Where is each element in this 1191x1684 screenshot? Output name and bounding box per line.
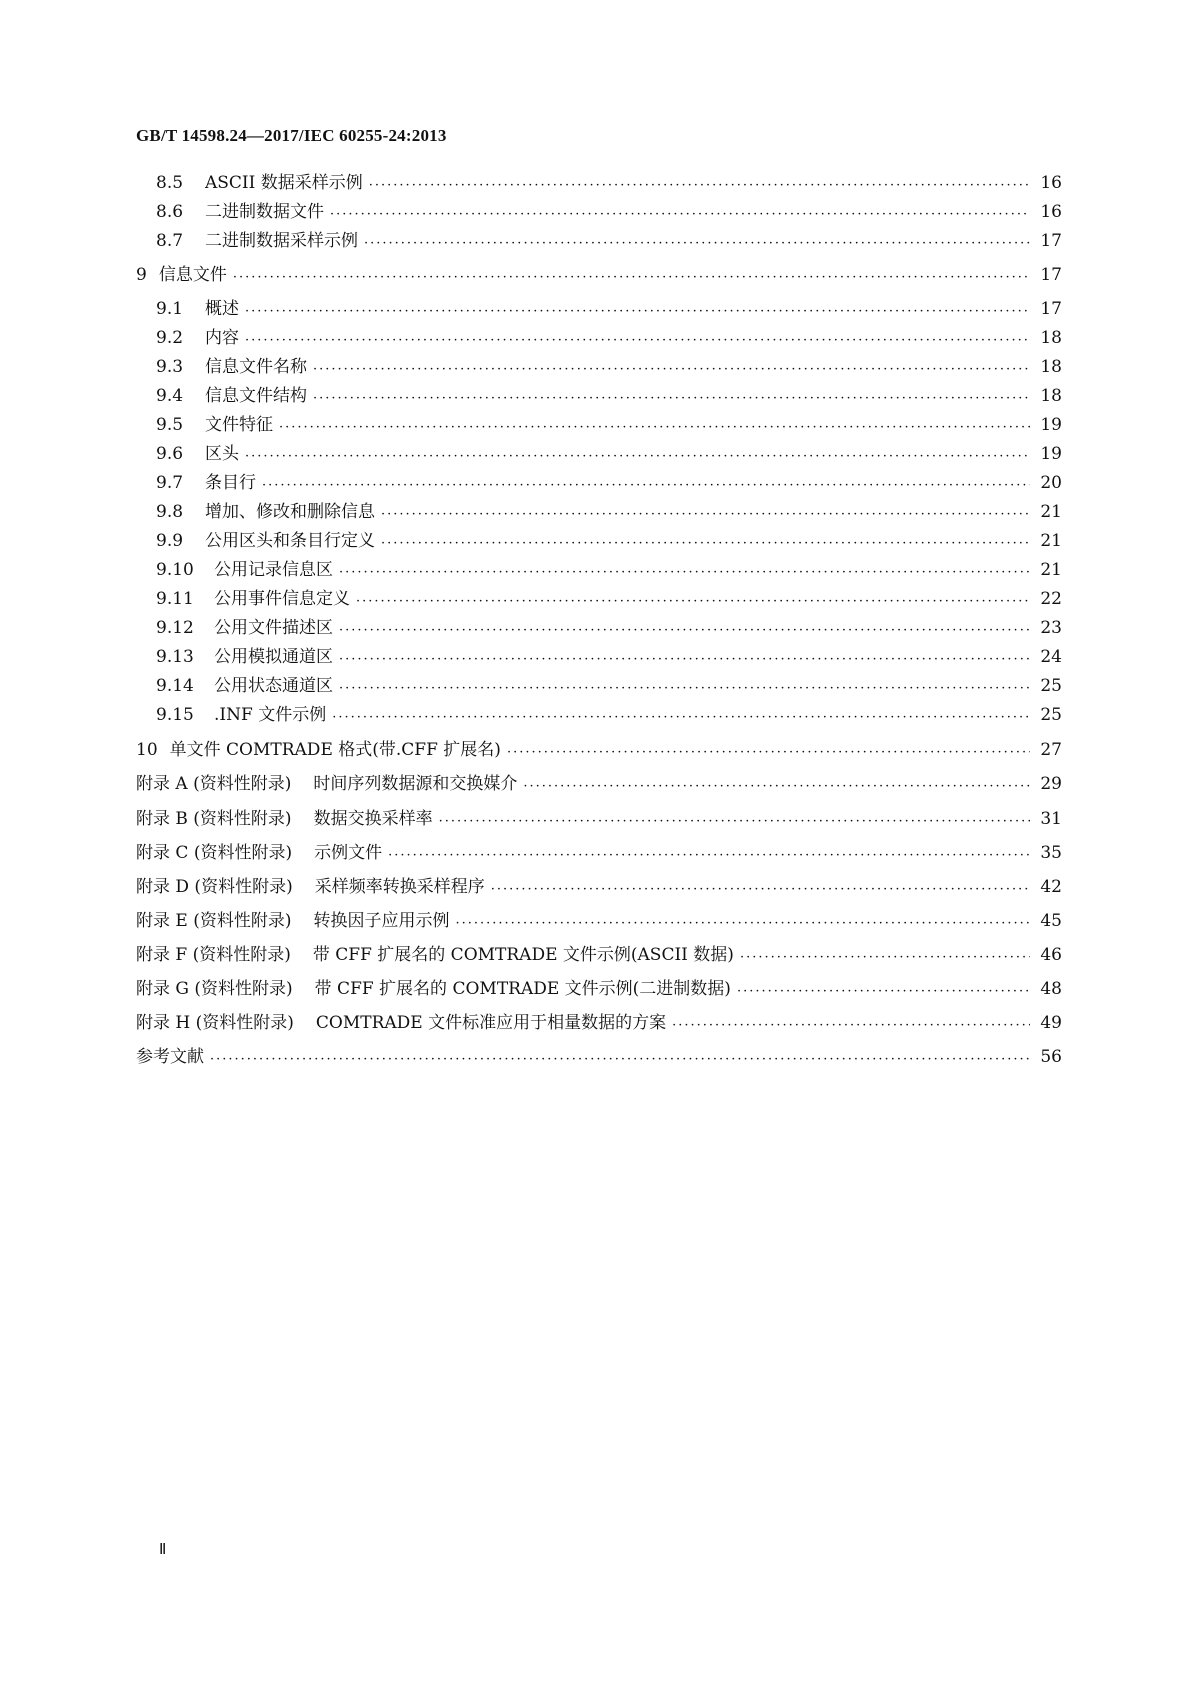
leader-dots	[313, 362, 1030, 378]
toc-number: 9.2	[156, 328, 184, 348]
toc-title: COMTRADE 文件标准应用于相量数据的方案	[315, 1013, 667, 1033]
toc-title: ASCII 数据采样示例	[205, 173, 363, 193]
leader-dots	[381, 536, 1030, 552]
toc-entry-appendix-c[interactable]	[136, 840, 1062, 864]
toc-entry-appendix-g[interactable]	[136, 976, 1062, 1000]
toc-title: 区头	[205, 444, 239, 464]
toc-entry-appendix-f[interactable]	[136, 942, 1062, 966]
toc-page: 16	[1040, 173, 1062, 193]
leader-dots	[245, 449, 1030, 465]
leader-dots	[364, 236, 1030, 252]
leader-dots	[381, 507, 1030, 523]
toc-title: 公用区头和条目行定义	[205, 531, 375, 551]
toc-entry-appendix-b[interactable]	[136, 806, 1062, 830]
toc-number: 9.14	[156, 676, 194, 696]
toc-page: 35	[1040, 843, 1062, 863]
page-number: Ⅱ	[159, 1542, 167, 1558]
toc-number: 9.13	[156, 647, 194, 667]
toc-number: 9.10	[156, 560, 194, 580]
toc-title: 信息文件结构	[205, 386, 307, 406]
leader-dots	[245, 333, 1030, 349]
toc-page: 18	[1040, 386, 1062, 406]
toc-page: 25	[1040, 676, 1062, 696]
toc-page: 17	[1040, 299, 1062, 319]
leader-dots	[672, 1018, 1030, 1034]
toc-page: 27	[1040, 740, 1062, 760]
toc-title: 参考文献	[136, 1047, 204, 1067]
toc-title: 二进制数据文件	[205, 202, 324, 222]
toc-entry-10[interactable]	[136, 737, 1062, 761]
leader-dots	[339, 681, 1030, 697]
toc-number: 9	[136, 265, 147, 285]
leader-dots	[339, 565, 1030, 581]
leader-dots	[210, 1052, 1030, 1068]
toc-title: 文件特征	[205, 415, 273, 435]
leader-dots	[356, 594, 1030, 610]
toc-title: 信息文件名称	[205, 357, 307, 377]
leader-dots	[262, 478, 1030, 494]
toc-title: 公用记录信息区	[214, 560, 333, 580]
toc-entry-9-2[interactable]	[156, 325, 1062, 349]
document-header: GB/T 14598.24—2017/IEC 60255-24:2013	[136, 126, 447, 145]
toc-page: 31	[1040, 809, 1062, 829]
toc-title: 信息文件	[158, 265, 227, 285]
toc-page: 56	[1040, 1047, 1062, 1067]
toc-page: 18	[1040, 357, 1062, 377]
toc-appendix-label: 附录 G (资料性附录)	[136, 979, 293, 999]
toc-number: 10	[136, 740, 158, 760]
toc-appendix-label: 附录 E (资料性附录)	[136, 911, 292, 931]
toc-number: 9.15	[156, 705, 194, 725]
leader-dots	[279, 420, 1030, 436]
toc-number: 9.5	[156, 415, 184, 435]
leader-dots	[491, 882, 1030, 898]
toc-title: 公用状态通道区	[214, 676, 333, 696]
toc-appendix-label: 附录 D (资料性附录)	[136, 877, 293, 897]
toc-entry-references[interactable]	[136, 1044, 1062, 1068]
toc-entry-9-8[interactable]	[156, 499, 1062, 523]
toc-entry-9-1[interactable]	[156, 296, 1062, 320]
toc-number: 9.12	[156, 618, 194, 638]
toc-title: 公用文件描述区	[214, 618, 333, 638]
toc-number: 9.6	[156, 444, 184, 464]
toc-title: 内容	[205, 328, 239, 348]
leader-dots	[455, 916, 1030, 932]
leader-dots	[740, 950, 1030, 966]
toc-entry-9[interactable]	[136, 262, 1062, 286]
toc-number: 8.5	[156, 173, 184, 193]
toc-entry-8-5[interactable]	[156, 170, 1062, 194]
leader-dots	[523, 779, 1030, 795]
leader-dots	[313, 391, 1030, 407]
toc-appendix-label: 附录 A (资料性附录)	[136, 774, 292, 794]
toc-number: 9.8	[156, 502, 184, 522]
toc-number: 8.7	[156, 231, 184, 251]
toc-number: 9.9	[156, 531, 184, 551]
toc-number: 9.11	[156, 589, 194, 609]
toc-page: 42	[1040, 877, 1062, 897]
toc-entry-8-7[interactable]	[156, 228, 1062, 252]
leader-dots	[330, 207, 1030, 223]
toc-page: 24	[1040, 647, 1062, 667]
toc-title: 公用事件信息定义	[214, 589, 350, 609]
toc-page: 25	[1040, 705, 1062, 725]
toc-title: 单文件 COMTRADE 格式(带.CFF 扩展名)	[169, 740, 501, 760]
toc-title: .INF 文件示例	[214, 705, 327, 725]
toc-entry-appendix-e[interactable]	[136, 908, 1062, 932]
toc-entry-9-3[interactable]	[156, 354, 1062, 378]
toc-page: 22	[1040, 589, 1062, 609]
toc-entry-8-6[interactable]	[156, 199, 1062, 223]
toc-title: 带 CFF 扩展名的 COMTRADE 文件示例(ASCII 数据)	[312, 945, 734, 965]
toc-page: 16	[1040, 202, 1062, 222]
leader-dots	[339, 623, 1030, 639]
toc-appendix-label: 附录 C (资料性附录)	[136, 843, 293, 863]
toc-page: 20	[1040, 473, 1062, 493]
toc-entry-9-5[interactable]	[156, 412, 1062, 436]
toc-number: 9.1	[156, 299, 184, 319]
toc-entry-9-15[interactable]	[156, 702, 1062, 726]
toc-title: 采样频率转换采样程序	[314, 877, 485, 897]
toc-entry-appendix-h[interactable]	[136, 1010, 1062, 1034]
toc-entry-9-12[interactable]	[156, 615, 1062, 639]
toc-number: 9.3	[156, 357, 184, 377]
toc-title: 时间序列数据源和交换媒介	[313, 774, 518, 794]
leader-dots	[388, 848, 1030, 864]
toc-title: 条目行	[205, 473, 256, 493]
toc-entry-9-14[interactable]	[156, 673, 1062, 697]
toc-entry-9-10[interactable]	[156, 557, 1062, 581]
toc-page: 17	[1040, 231, 1062, 251]
toc-page: 19	[1040, 415, 1062, 435]
toc-entry-9-13[interactable]	[156, 644, 1062, 668]
leader-dots	[439, 814, 1030, 830]
toc-entry-9-11[interactable]	[156, 586, 1062, 610]
toc-page: 19	[1040, 444, 1062, 464]
toc-title: 示例文件	[314, 843, 383, 863]
leader-dots	[507, 745, 1030, 761]
toc-page: 48	[1040, 979, 1062, 999]
toc-page: 18	[1040, 328, 1062, 348]
toc-page: 45	[1040, 911, 1062, 931]
toc-title: 数据交换采样率	[313, 809, 433, 829]
toc-entry-9-4[interactable]	[156, 383, 1062, 407]
toc-title: 二进制数据采样示例	[205, 231, 358, 251]
toc-number: 9.7	[156, 473, 184, 493]
toc-page: 29	[1040, 774, 1062, 794]
toc-title: 公用模拟通道区	[214, 647, 333, 667]
toc-title: 带 CFF 扩展名的 COMTRADE 文件示例(二进制数据)	[314, 979, 731, 999]
toc-page: 21	[1040, 502, 1062, 522]
leader-dots	[339, 652, 1030, 668]
toc-appendix-label: 附录 F (资料性附录)	[136, 945, 291, 965]
toc-number: 9.4	[156, 386, 184, 406]
toc-title: 概述	[205, 299, 239, 319]
toc-entry-9-6[interactable]	[156, 441, 1062, 465]
toc-appendix-label: 附录 B (资料性附录)	[136, 809, 292, 829]
toc-entry-9-7[interactable]	[156, 470, 1062, 494]
toc-appendix-label: 附录 H (资料性附录)	[136, 1013, 294, 1033]
leader-dots	[233, 270, 1030, 286]
leader-dots	[737, 984, 1030, 1000]
toc-page: 21	[1040, 531, 1062, 551]
leader-dots	[332, 710, 1030, 726]
leader-dots	[245, 304, 1030, 320]
leader-dots	[369, 178, 1030, 194]
toc-title: 转换因子应用示例	[313, 911, 450, 931]
toc-title: 增加、修改和删除信息	[205, 502, 375, 522]
toc-entry-9-9[interactable]	[156, 528, 1062, 552]
toc-page: 21	[1040, 560, 1062, 580]
toc-page: 46	[1040, 945, 1062, 965]
toc-number: 8.6	[156, 202, 184, 222]
toc-page: 17	[1040, 265, 1062, 285]
toc-entry-appendix-a[interactable]	[136, 771, 1062, 795]
toc-page: 23	[1040, 618, 1062, 638]
toc-entry-appendix-d[interactable]	[136, 874, 1062, 898]
toc-page: 49	[1040, 1013, 1062, 1033]
